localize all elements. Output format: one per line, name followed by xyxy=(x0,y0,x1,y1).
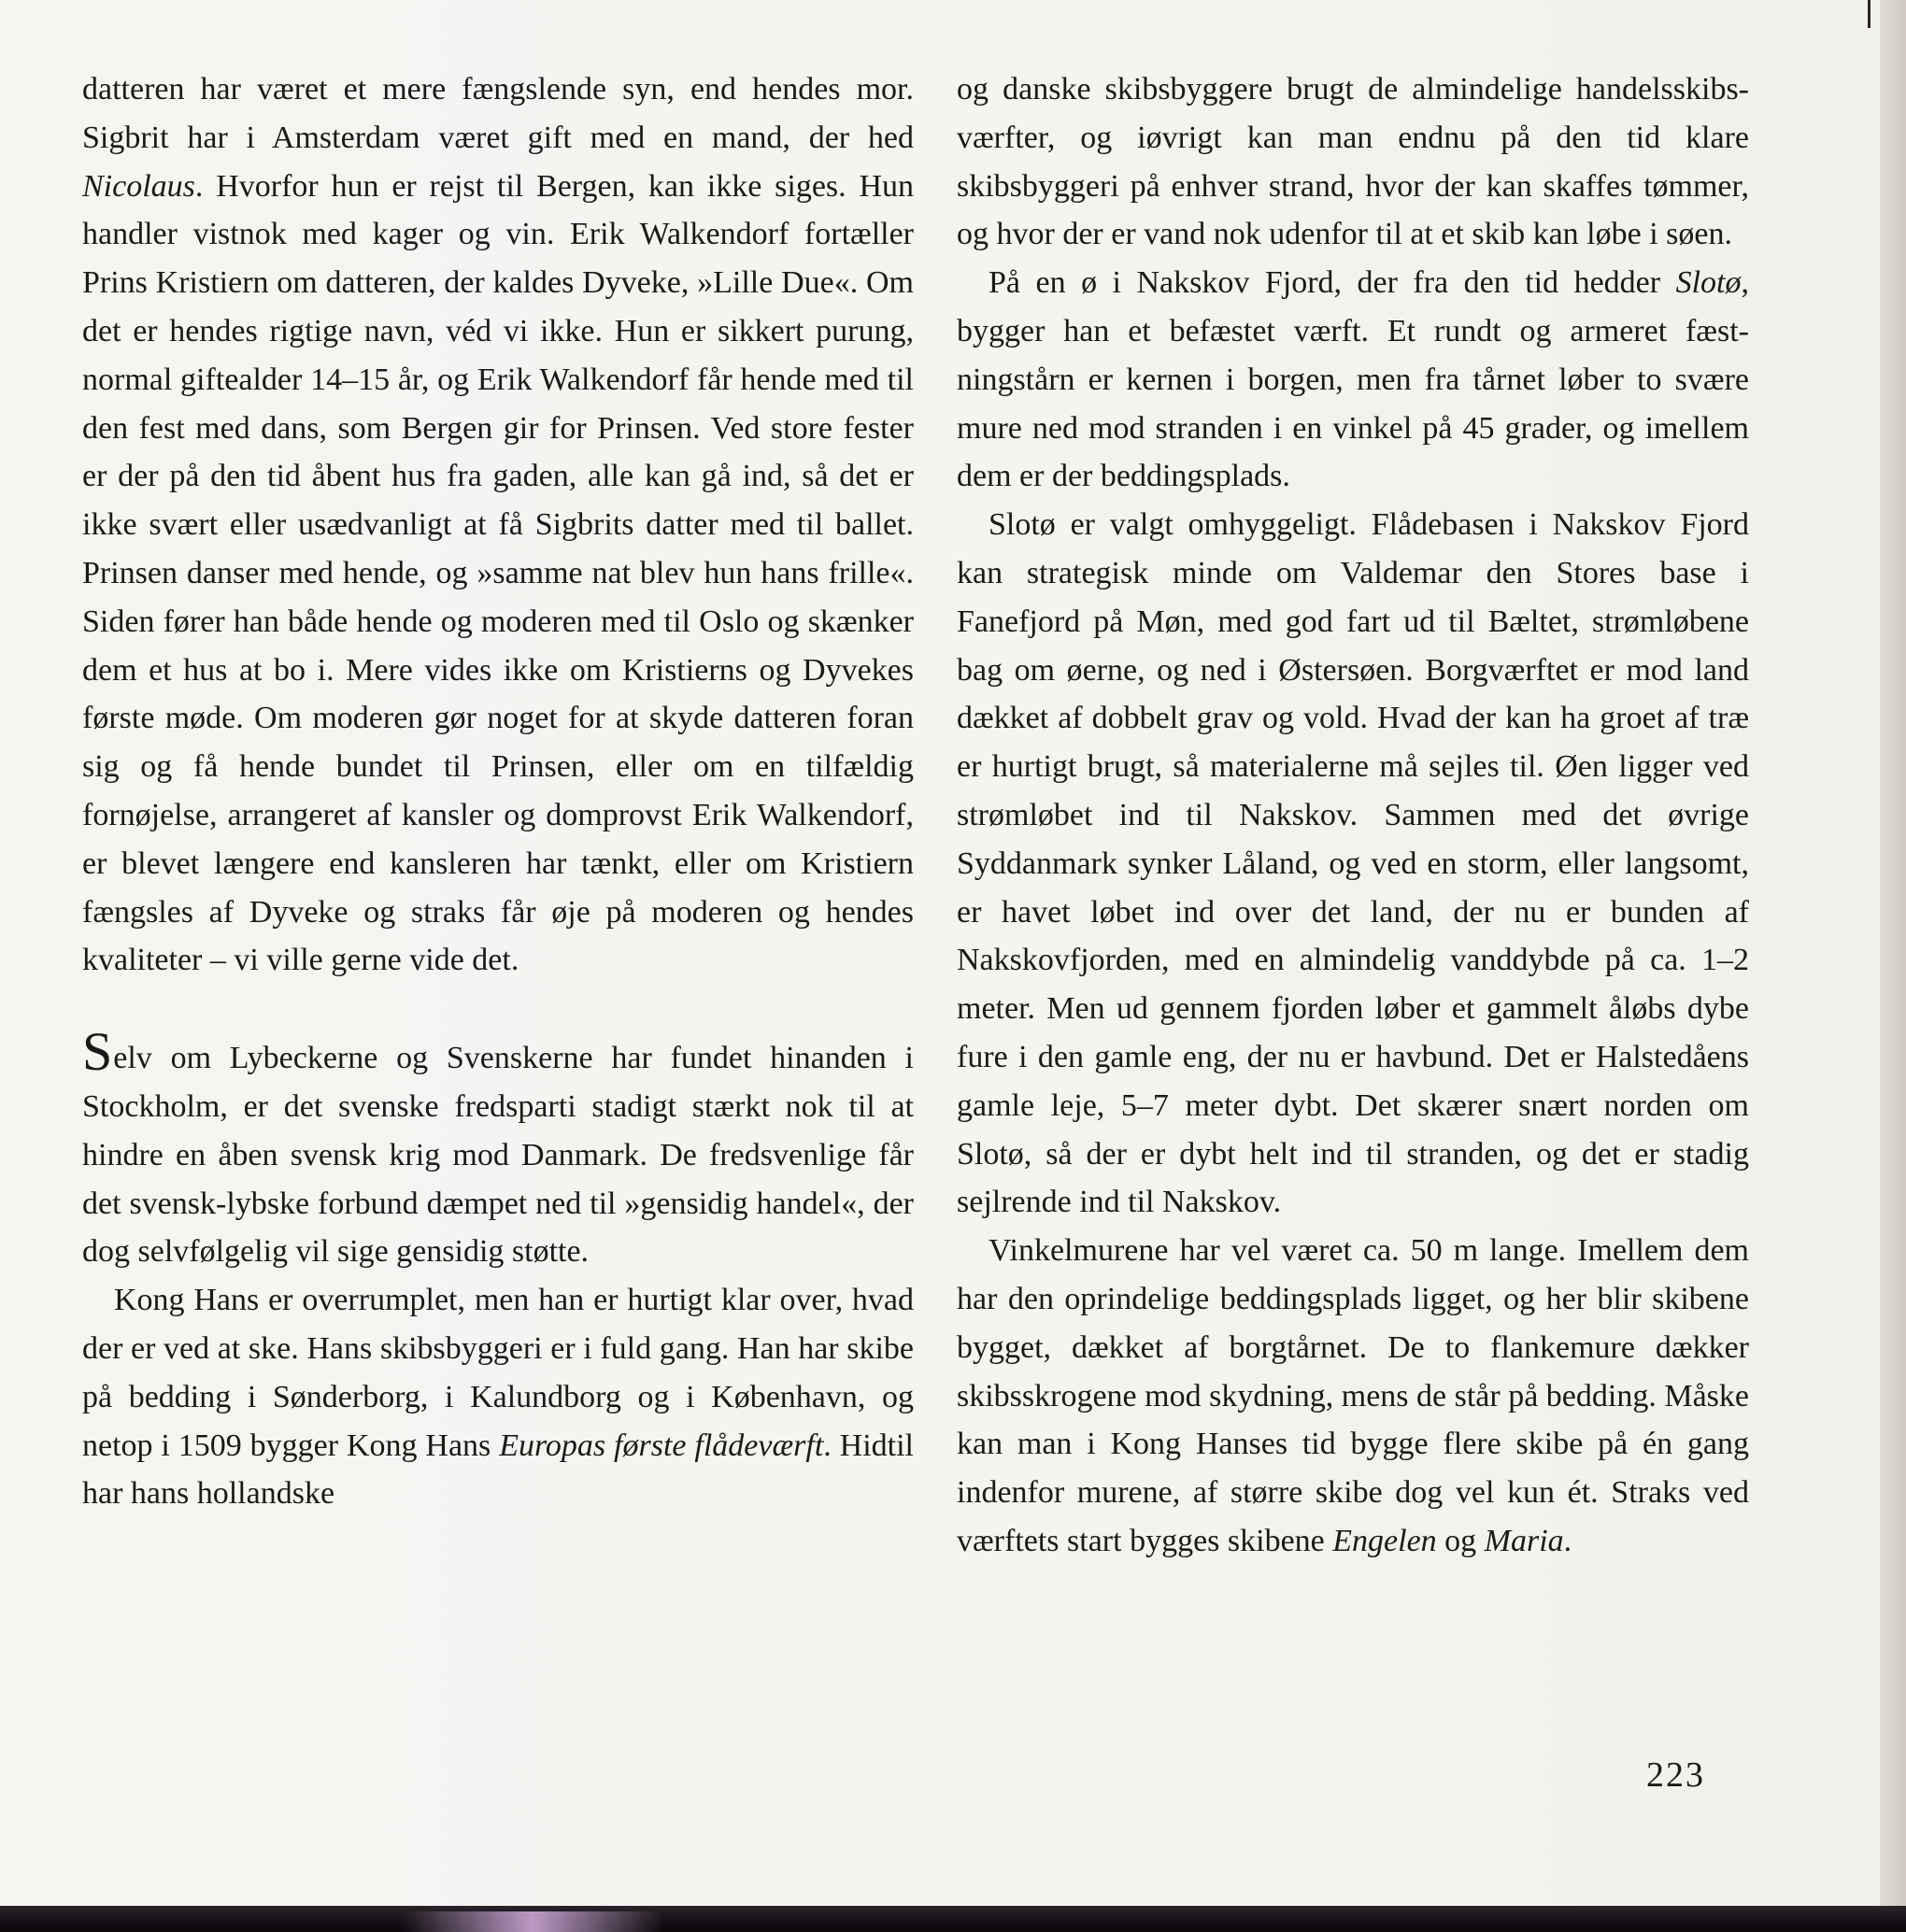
page-number: 223 xyxy=(1646,1755,1705,1795)
italic-name: Slotø xyxy=(1675,265,1742,301)
text-run: Kong Hans er overrumplet, men han er hurtigt klar over, hvad der er ved at ske. Hans skibsbyggeri er i fuld gang. Han har skibe på bedding i Sønderborg, i Kalundborg og i København, og netop i 1509 bygger Kong Hans xyxy=(82,1283,914,1463)
text-run: . Hvorfor hun er rejst til Bergen, kan ikke siges. Hun handler vistnok med kager og vin. Erik Walkendorf fortæller Prins Kristiern om datteren, der kaldes Dyveke, »Lille Due«. Om det er hendes rigtige navn, véd vi ikke. Hun er sikkert purung, normal giftealder 14–15 år, og Erik Walkendorf får hende med til den fest med dans, som Bergen gir for Prinsen. Ved store fester er der på den tid åbent hus fra gaden, alle kan gå ind, så det er ikke svært eller usædvanligt at få Sigbrits datter med til ballet. Prinsen danser med hende, og »samme nat blev hun hans frille«. Siden fører han både hende og moderen med til Oslo og skænker dem et hus at bo i. Mere vides ikke om Kristierns og Dyvekes første møde. Om moderen gør noget for at skyde datteren foran sig og få hende bundet til Prinsen, eller om en tilfældig fornøjelse, arrangeret af kansler og domprovst Erik Walkendorf, er blevet længere end kansleren har tænkt, eller om Kristiern fængsles af Dyveke og straks får øje på moderen og hendes kvaliteter – vi ville gerne vide det. xyxy=(82,168,914,978)
paragraph xyxy=(957,65,1749,259)
italic-phrase: Europas første flådeværft xyxy=(499,1428,824,1463)
text-run: . xyxy=(1563,1523,1572,1558)
paragraph xyxy=(82,65,914,985)
drop-cap: S xyxy=(82,1021,113,1083)
italic-name: Nicolaus xyxy=(82,168,195,204)
text-run: . Hidtil har hans hollandske xyxy=(82,1428,914,1512)
paragraph xyxy=(82,1021,914,1276)
paragraph xyxy=(957,1227,1749,1566)
text-run: Vinkelmurene har vel været ca. 50 m lange. Imellem dem har den oprindelige beddingsplads ligget, og her blir skibene bygget, dækket af borgtårnet. De to flankemure dækker skibsskrogene mod skydning, mens de står på bedding. Måske kan man i Kong Hanses tid bygge flere skibe på én gang indenfor murene, af større skibe dog vel kun ét. Straks ved værftets start bygges skibene xyxy=(957,1233,1749,1558)
text-run: og danske skibsbyggere brugt de almindelige handelsskibs-værfter, og iøvrigt kan man endnu på den tid klare skibsbyggeri på enhver strand, hvor der kan skaffes tømmer, og hvor der er vand nok udenfor til at et skib kan løbe i søen. xyxy=(957,72,1749,252)
text-run: datteren har været et mere fængslende syn, end hendes mor. Sigbrit har i Amsterdam været gift med en mand, der hed xyxy=(82,72,914,155)
text-run: og xyxy=(1436,1523,1485,1558)
page-edge-mark xyxy=(1868,0,1870,28)
text-run: elv om Lybeckerne og Svenskerne har fundet hinanden i Stockholm, er det svenske fredsparti stadigt stærkt nok til at hindre en åben svensk krig mod Danmark. De fredsvenlige får det svensk-lybske forbund dæmpet ned til »gensidig handel«, der dog selvfølgelig vil sige gensidig støtte. xyxy=(82,1041,914,1270)
italic-name: Engelen xyxy=(1332,1523,1437,1558)
text-run: Slotø er valgt omhyggeligt. Flådebasen i Nakskov Fjord kan strategisk minde om Valdemar den Stores base i Fanefjord på Møn, med god fart ud til Bæltet, strømløbene bag om øerne, og ned i Østersøen. Borgværftet er mod land dækket af dobbelt grav og vold. Hvad der kan ha groet af træ er hurtigt brugt, så materialerne må sejles til. Øen ligger ved strømløbet ind til Nakskov. Sammen med det øvrige Syddanmark synker Låland, og ved en storm, eller langsomt, er havet løbet ind over det land, der nu er bunden af Nakskovfjorden, med en almindelig vanddybde på ca. 1–2 meter. Men ud gennem fjorden løber et gammelt åløbs dybe fure i den gamle eng, der nu er havbund. Det er Halstedåens gamle leje, 5–7 meter dybt. Det skærer snært norden om Slotø, så der er dybt helt ind til stranden, og det er stadig sejlrende ind til Nakskov. xyxy=(957,507,1749,1220)
text-run: På en ø i Nakskov Fjord, der fra den tid hedder xyxy=(989,265,1676,301)
text-run: , bygger han et befæstet værft. Et rundt og armeret fæstningstårn er kernen i borgen, men fra tårnet løber to svære mure ned mod stranden i en vinkel på 45 grader, og imellem dem er der beddingsplads. xyxy=(957,265,1749,494)
left-column xyxy=(82,65,914,1518)
page-edge-bottom xyxy=(0,1906,1906,1932)
right-column xyxy=(957,65,1749,1566)
page-edge-right xyxy=(1880,0,1906,1932)
page-edge-highlight xyxy=(402,1911,663,1932)
paragraph xyxy=(957,259,1749,501)
paragraph xyxy=(957,501,1749,1227)
paragraph xyxy=(82,1276,914,1518)
italic-name: Maria xyxy=(1484,1523,1564,1558)
